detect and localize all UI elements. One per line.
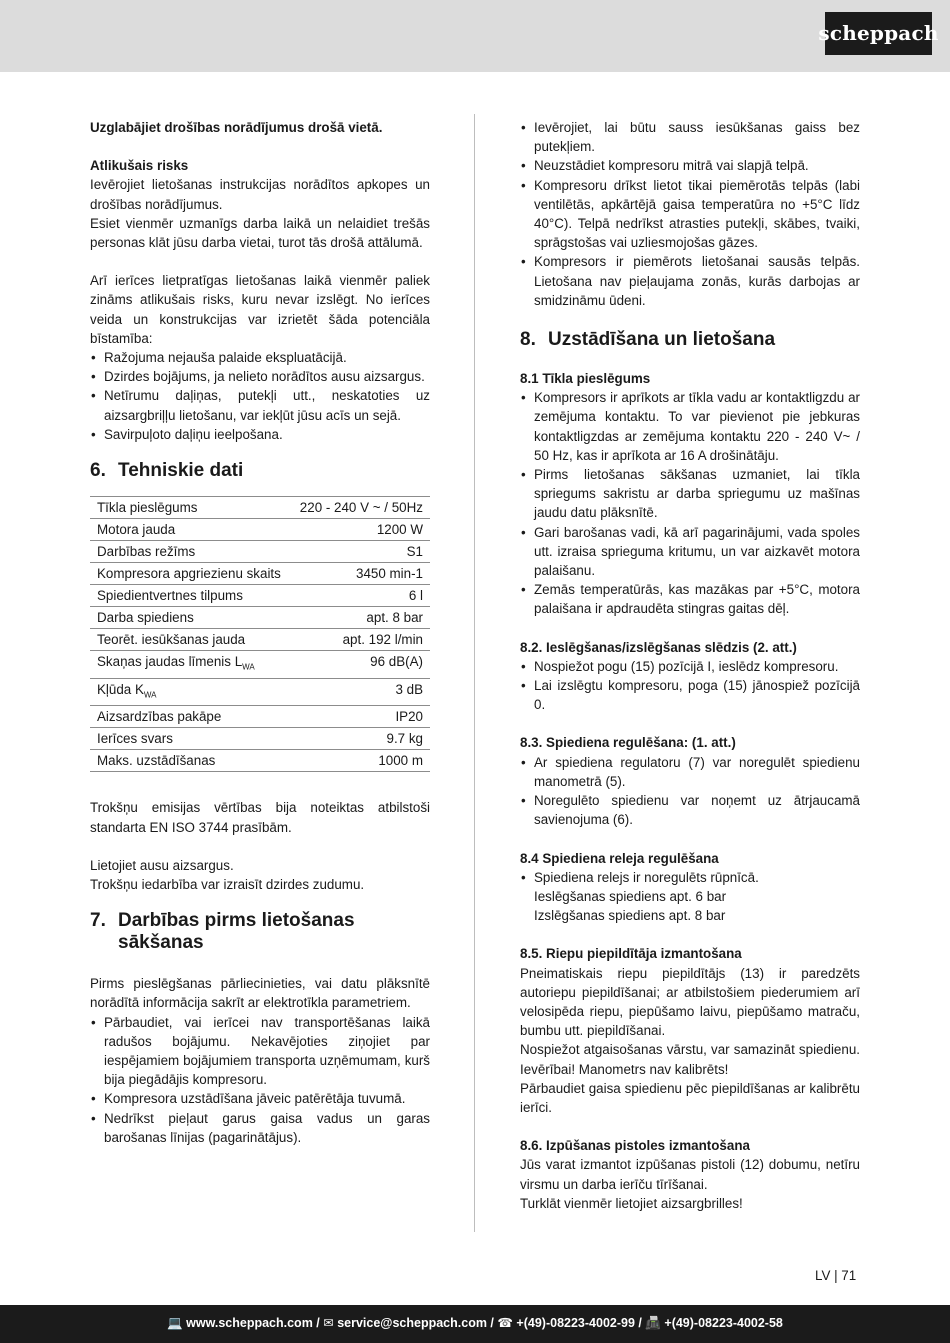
brand-logo: scheppach xyxy=(825,12,932,55)
spec-label: Kompresora apgriezienu skaits xyxy=(90,563,293,585)
website-link[interactable]: www.scheppach.com xyxy=(186,1316,313,1331)
spec-value: 96 dB(A) xyxy=(293,651,430,679)
spec-value: 220 - 240 V ~ / 50Hz xyxy=(293,497,430,519)
fax-number: +(49)-08223-4002-58 xyxy=(664,1316,783,1331)
footer-bar: 💻 www.scheppach.com / ✉ service@scheppach.com / ☎ +(49)-08223-4002-99 / 📠 +(49)-08223-4002-58 xyxy=(0,1305,950,1343)
spec-value: 1000 m xyxy=(293,750,430,772)
list-item: • Pārbaudiet, vai ierīcei nav transportēšanas laikā radušos bojājumu. Nekavējoties ziņojiet par iespējamiem bojājumiem transporta uzņēmumam, kurš bija piegādājis kompresoru. xyxy=(90,1013,430,1090)
column-divider xyxy=(474,114,475,1232)
table-row xyxy=(90,519,430,541)
table-row xyxy=(90,706,430,728)
residual-risk-heading: Atlikušais risks xyxy=(90,158,189,174)
right-column xyxy=(520,118,860,1213)
subsection-heading-8-5: 8.5. Riepu piepildītāja izmantošana xyxy=(520,946,742,962)
spec-label: Maks. uzstādīšanas xyxy=(90,750,293,772)
subsection-heading-8-2: 8.2. Ieslēgšanas/izslēgšanas slēdzis (2. att.) xyxy=(520,639,797,655)
preparation-list xyxy=(90,1013,430,1147)
spec-value: 6 l xyxy=(293,585,430,607)
preparation-paragraph: Pirms pieslēgšanas pārliecinieties, vai datu plāksnītē norādītā informācija sakrīt ar elektrotīkla parametriem. xyxy=(90,976,430,1011)
list-item: • Nospiežot pogu (15) pozīcijā I, ieslēdz kompresoru. xyxy=(520,657,860,676)
residual-risk-paragraph: Ievērojiet lietošanas instrukcijas norādītos apkopes un drošības norādījumus. xyxy=(90,177,430,212)
list-item: • Kompresora uzstādīšana jāveic patērētāja tuvumā. xyxy=(90,1089,430,1108)
spec-label: Darbības režīms xyxy=(90,541,293,563)
table-row xyxy=(90,607,430,629)
list-item: • Ražojuma nejauša palaide ekspluatācijā. xyxy=(90,348,430,367)
list-item: • Noregulēto spiedienu var noņemt uz ātrjaucamā savienojuma (6). xyxy=(520,791,860,829)
list-item: • Savirpuļoto daļiņu ieelpošana. xyxy=(90,425,430,444)
list-item: • Zemās temperatūrās, kas mazākas par +5°C, motora palaišana ir apdraudēta stingras gaitas dēļ. xyxy=(520,580,860,618)
table-row xyxy=(90,728,430,750)
table-row xyxy=(90,497,430,519)
left-column xyxy=(90,118,430,1147)
table-row xyxy=(90,563,430,585)
table-row xyxy=(90,750,430,772)
spec-value: 9.7 kg xyxy=(293,728,430,750)
spec-value: S1 xyxy=(293,541,430,563)
list-item: • Neuzstādiet kompresoru mitrā vai slapjā telpā. xyxy=(520,156,860,175)
pressure-relay-list xyxy=(520,868,860,926)
subsection-heading-8-1: 8.1 Tīkla pieslēgums xyxy=(520,371,651,387)
list-item: • Netīrumu daļiņas, putekļi utt., neskatoties uz aizsargbriļļu lietošanu, var iekļūt jūsu acīs un sejā. xyxy=(90,386,430,424)
spec-value: 3 dB xyxy=(293,678,430,706)
section-heading-8: 8. Uzstādīšana un lietošana xyxy=(520,329,776,351)
tyre-inflator-paragraph: Nospiežot atgaisošanas vārstu, var samazināt spiedienu. Ievērībai! Manometrs nav kalibrēts! xyxy=(520,1042,860,1077)
installation-conditions-list xyxy=(520,118,860,310)
table-row xyxy=(90,541,430,563)
residual-risk-paragraph: Arī ierīces lietpratīgas lietošanas laikā vienmēr paliek zināms atlikušais risks, kuru nevar izslēgt. No ierīces veida un konstrukcijas var izrietēt šāda potenciāla bīstamība: xyxy=(90,273,430,346)
spec-label: Skaņas jaudas līmenis $L_{WA}$ xyxy=(90,651,293,679)
spec-value: IP20 xyxy=(293,706,430,728)
noise-paragraph: Trokšņu iedarbība var izraisīt dzirdes zudumu. xyxy=(90,877,365,892)
spec-label: Tīkla pieslēgums xyxy=(90,497,293,519)
subsection-heading-8-4: 8.4 Spiediena releja regulēšana xyxy=(520,850,719,866)
spec-label: Teorēt. iesūkšanas jauda xyxy=(90,629,293,651)
page-number: LV | 71 xyxy=(815,1268,857,1283)
spec-label: Spiedientvertnes tilpums xyxy=(90,585,293,607)
list-item: • Pirms lietošanas sākšanas uzmaniet, lai tīkla spriegums sakristu ar darba spriegumu uz mašīnas jaudu datu plāksnītē. xyxy=(520,465,860,523)
spec-table xyxy=(90,496,430,772)
list-item: • Kompresors ir aprīkots ar tīkla vadu ar kontaktligzdu ar zemējuma kontaktu. To var pievienot pie jebkuras kontaktligzdas ar zemējuma kontaktu 220 - 240 V~ / 50 Hz, kas ir aprīkota ar 16 A drošinātāju. xyxy=(520,388,860,465)
table-row xyxy=(90,629,430,651)
noise-paragraph: Trokšņu emisijas vērtības bija noteiktas atbilstoši standarta EN ISO 3744 prasībām. xyxy=(90,800,430,835)
phone-icon: ☎ xyxy=(497,1316,517,1331)
spec-value: apt. 192 l/min xyxy=(293,629,430,651)
spec-label: Kļūda $K_{WA}$ xyxy=(90,678,293,706)
safety-storage-note: Uzglabājiet drošības norādījumus drošā vietā. xyxy=(90,120,383,135)
section-heading-7: 7. Darbības pirms lietošanas sākšanas xyxy=(90,910,355,954)
list-item: • Ar spiediena regulatoru (7) var noregulēt spiedienu manometrā (5). xyxy=(520,753,860,791)
spec-label: Motora jauda xyxy=(90,519,293,541)
table-row xyxy=(90,585,430,607)
table-row xyxy=(90,678,430,706)
switch-list xyxy=(520,657,860,715)
list-item: • Gari barošanas vadi, kā arī pagarinājumi, vada spoles utt. izraisa sprieguma kritumu, un var aizkavēt motora palaišanu. xyxy=(520,523,860,581)
computer-icon: 💻 xyxy=(167,1316,187,1331)
list-item: • Kompresoru drīkst lietot tikai piemērotās telpās (labi ventilētās, apkārtējā gaisa temperatūra no +5°C līdz 40°C). Telpā nedrīkst atrasties putekļi, skābes, tvaiki, sprāgstošas vai uzliesmojošas gāzes. xyxy=(520,176,860,253)
spec-label: Ierīces svars xyxy=(90,728,293,750)
mains-connection-list xyxy=(520,388,860,618)
list-item: • Nedrīkst pieļaut garus gaisa vadus un garas barošanas līnijas (pagarinātājus). xyxy=(90,1109,430,1147)
header-bar xyxy=(0,0,950,72)
list-item: • Kompresors ir piemērots lietošanai sausās telpās. Lietošana nav pieļaujama zonās, kurās darbojas ar smidzināmu ūdeni. xyxy=(520,252,860,310)
noise-paragraph: Lietojiet ausu aizsargus. xyxy=(90,857,234,873)
table-row xyxy=(90,651,430,679)
subsection-heading-8-3: 8.3. Spiediena regulēšana: (1. att.) xyxy=(520,735,736,751)
section-heading-6: 6. Tehniskie dati xyxy=(90,460,244,482)
subsection-heading-8-6: 8.6. Izpūšanas pistoles izmantošana xyxy=(520,1138,750,1154)
blow-gun-paragraph: Turklāt vienmēr lietojiet aizsargbrilles! xyxy=(520,1195,743,1211)
tyre-inflator-paragraph: Pneimatiskais riepu piepildītājs (13) ir paredzēts autoriepu piepildīšanai; ar atbilstošiem piederumiem arī velosipēda riepu, piepūšamo laivu, piepūšamo matraču, bumbu utt. piepildīšanai. xyxy=(520,965,860,1039)
list-item: • Ievērojiet, lai būtu sauss iesūkšanas gaiss bez putekļiem. xyxy=(520,118,860,156)
spec-value: apt. 8 bar xyxy=(293,607,430,629)
mail-icon: ✉ xyxy=(323,1316,338,1331)
spec-label: Aizsardzības pakāpe xyxy=(90,706,293,728)
risk-list xyxy=(90,348,430,444)
blow-gun-paragraph: Jūs varat izmantot izpūšanas pistoli (12) dobumu, netīru virsmu un darba ierīču tīrīšanai. xyxy=(520,1157,860,1192)
spec-value: 3450 min-1 xyxy=(293,563,430,585)
list-item: • Dzirdes bojājums, ja nelieto norādītos ausu aizsargus. xyxy=(90,367,430,386)
email-link[interactable]: service@scheppach.com xyxy=(337,1316,487,1331)
list-item: • Lai izslēgtu kompresoru, poga (15) jānospiež pozīcijā 0. xyxy=(520,676,860,714)
residual-risk-paragraph: Esiet vienmēr uzmanīgs darba laikā un nelaidiet trešās personas klāt jūsu darba vietai, turot tās drošā attālumā. xyxy=(90,215,430,251)
phone-number: +(49)-08223-4002-99 xyxy=(516,1316,635,1331)
pressure-adjustment-list xyxy=(520,753,860,830)
fax-icon: 📠 xyxy=(645,1316,665,1331)
list-item: • Spiediena relejs ir noregulēts rūpnīcā. Ieslēgšanas spiediens apt. 6 bar Izslēgšanas spiediens apt. 8 bar xyxy=(520,868,860,926)
tyre-inflator-paragraph: Pārbaudiet gaisa spiedienu pēc piepildīšanas ar kalibrētu ierīci. xyxy=(520,1080,860,1115)
spec-value: 1200 W xyxy=(293,519,430,541)
spec-label: Darba spiediens xyxy=(90,607,293,629)
